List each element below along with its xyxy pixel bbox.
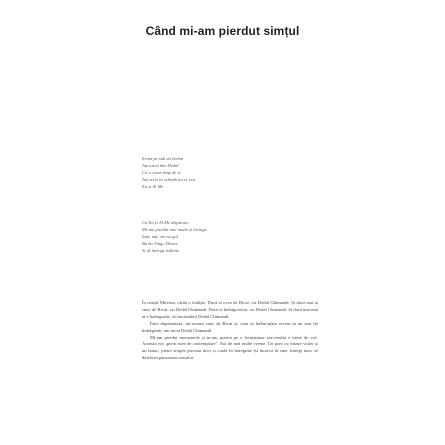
poem-line: Ca Ea și Al Me dispărute xyxy=(142,220,189,225)
prose-text xyxy=(142,300,318,362)
poem-stanza-1 xyxy=(142,156,342,191)
prose-paragraph: Între dupăamiază, mi-aveam sinic de Bicut și, cum se întâm-plase recent să mi mai fie îndrăgostit, am urcat Dedal Chimandi. xyxy=(142,320,318,333)
poem-line: Eram pe sub un birbot xyxy=(142,156,184,161)
poem-line: Am urcat dar Dedal xyxy=(142,162,179,168)
poem-line: Am scris în schimb tot ce era xyxy=(142,176,196,182)
prose-paragraph: Mi-am pierdut momentele și m-am speriat pe o formațiune sin-cerului e trime de virf. Aceasta era „pierit mea de contemplare”. Era de mai multe vreme. Un pom cu frunze violet și un butuc, pietre simple precum mici și crude în întregime își încarcă în sine, întregi mea, se desfăcea panorama orașului. xyxy=(142,334,318,361)
poem-line: Ca o ceam timp de zi xyxy=(142,169,181,175)
poem-stanza-2 xyxy=(142,220,342,255)
poem-line: Mi-am pierdut mai multe și încinge xyxy=(142,226,207,232)
prose-paragraph: În orașul Mireasa, cântă o tradiție. Dacă ai ceva de Bicut, ori Dedal Ghimandi. Și dacă mai ai sinic de Bicut, ori Dedal Chimandi. Dacă te îndrăgostești, ori Dedal Chimandi. Și dacă mai mai ai e îndrăgostit, ori mormăitul Dedal Chimandi. xyxy=(142,300,318,319)
page-title: Când mi-am pierdut simțul xyxy=(145,24,300,38)
poem-line: Si al încinge înfinite xyxy=(142,247,180,253)
poem-line: Iată, mă, om nu gol xyxy=(142,233,178,239)
poem-line: Ba ba Vinge Divine xyxy=(142,240,178,246)
poem-line: Ea și Al Me xyxy=(142,183,164,189)
